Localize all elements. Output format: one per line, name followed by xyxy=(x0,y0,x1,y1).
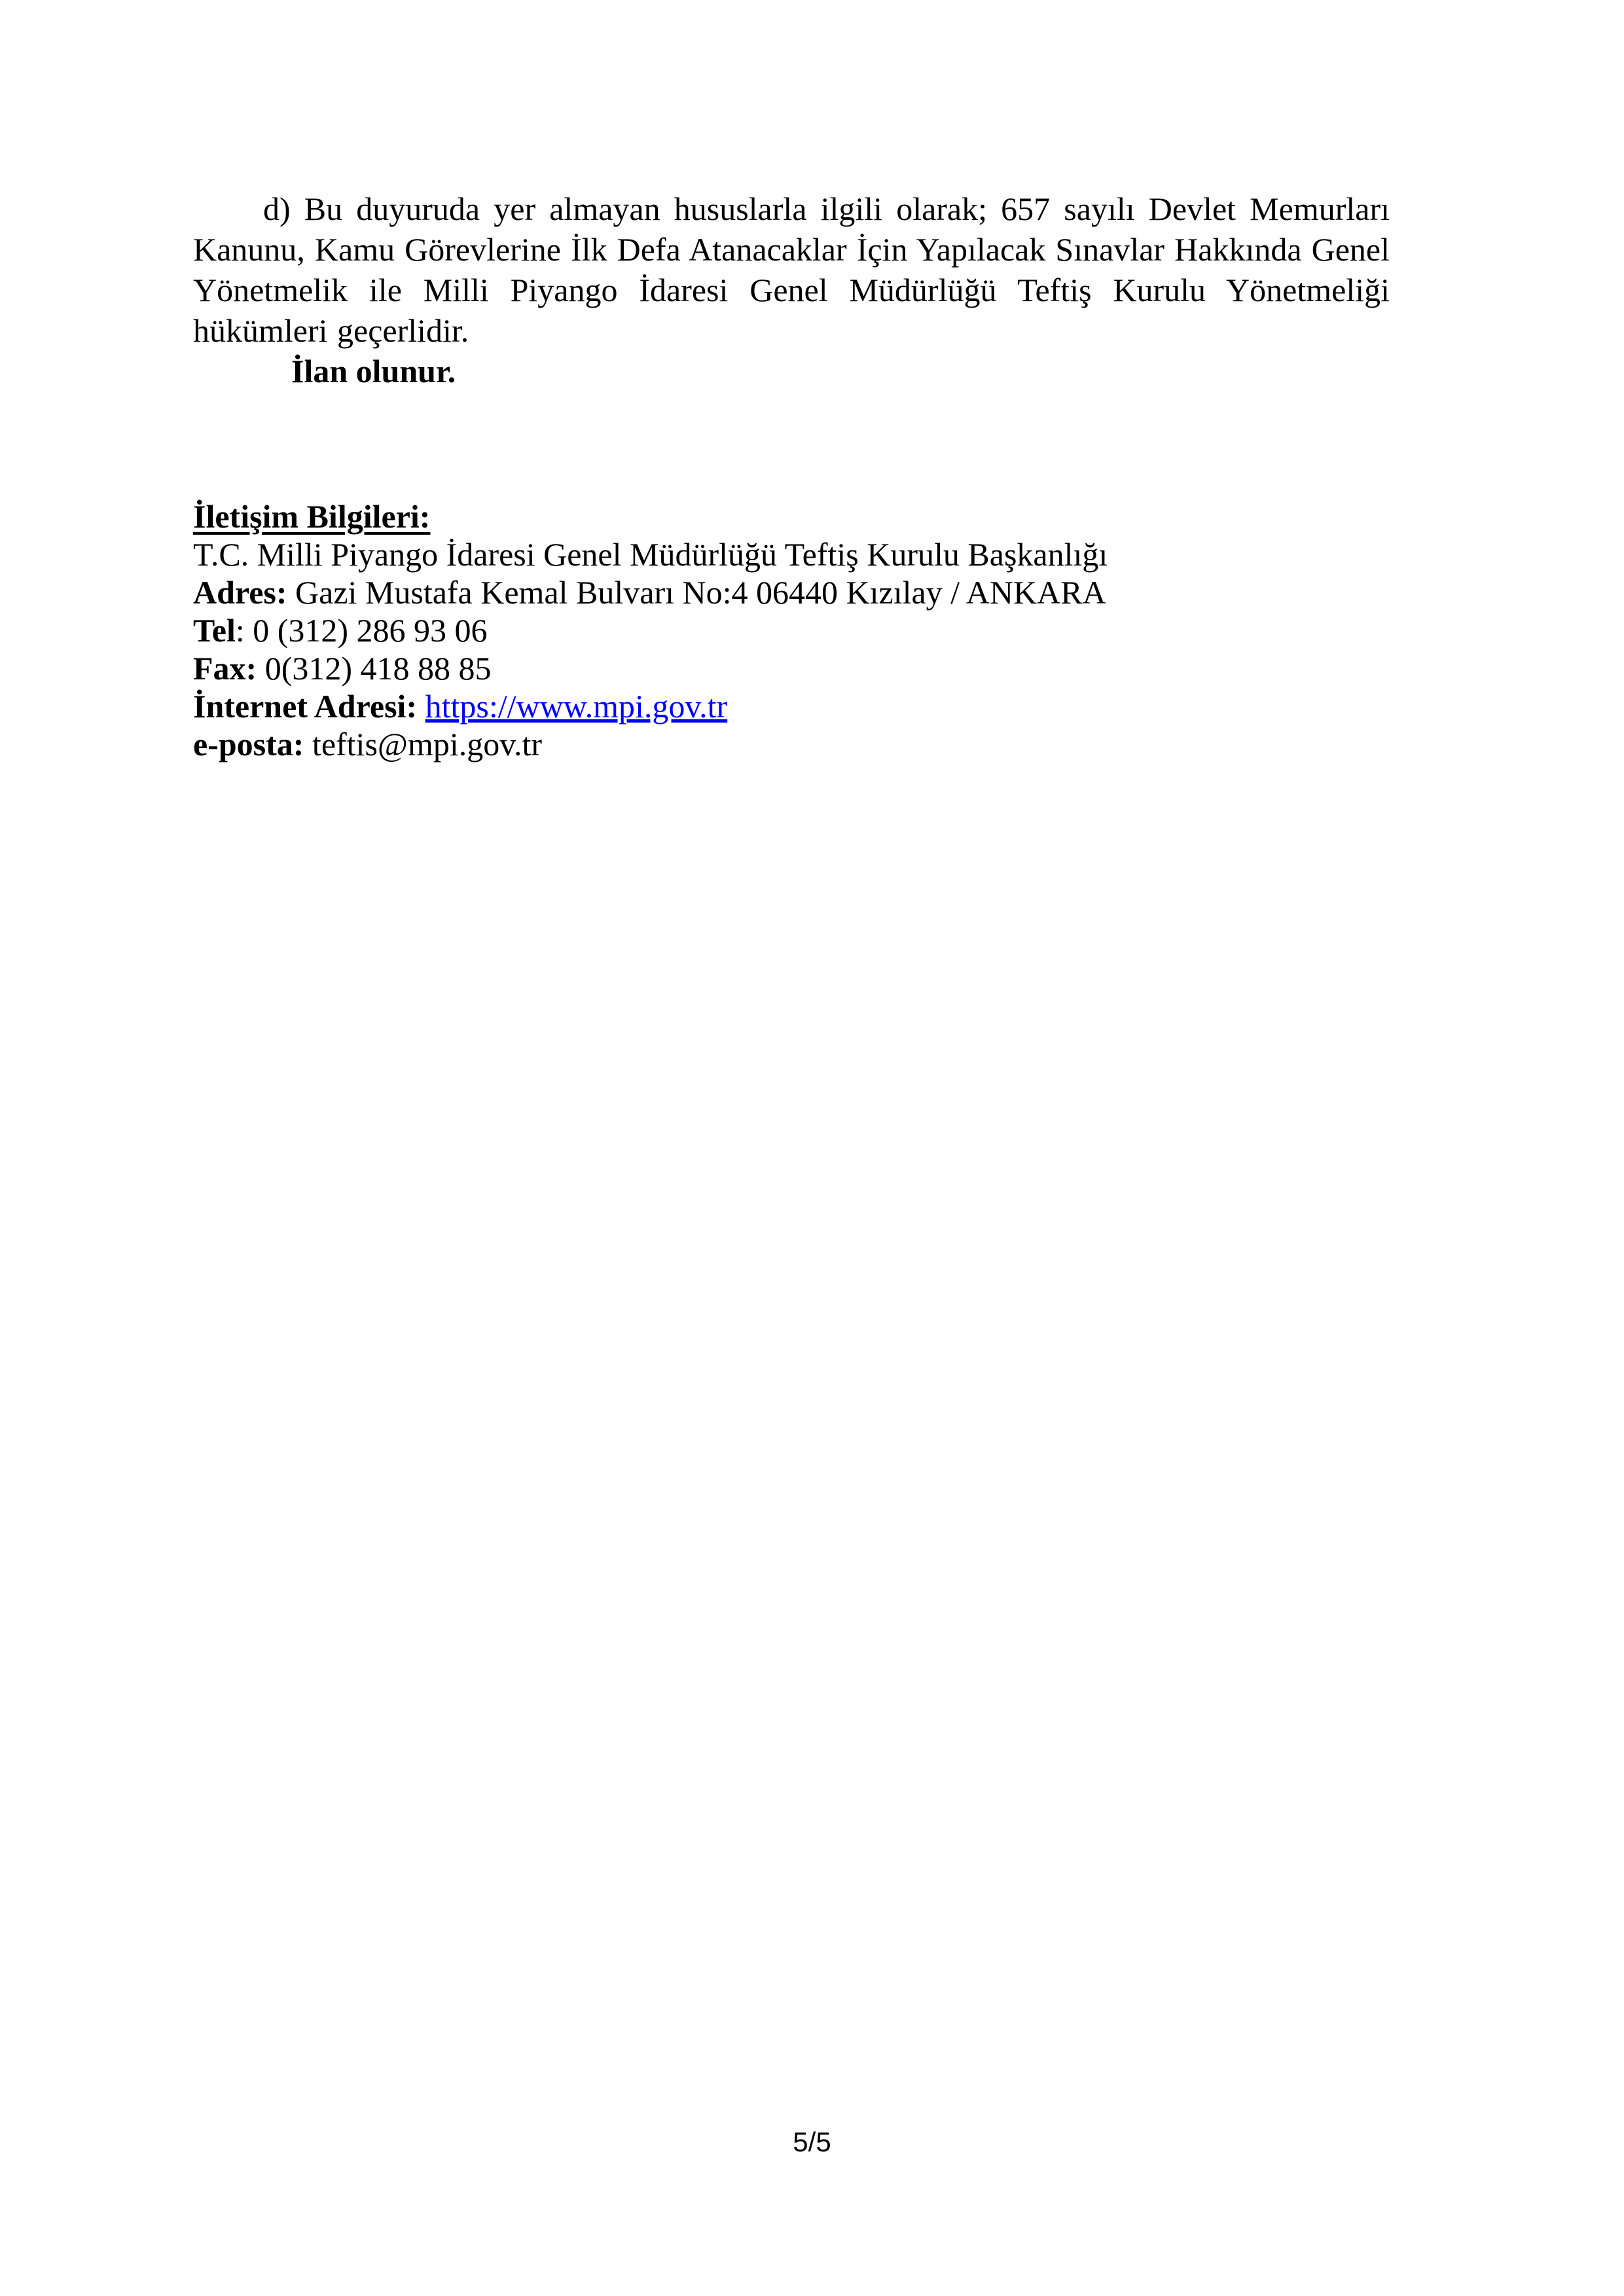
tel-label: Tel xyxy=(193,612,236,649)
contact-email-line xyxy=(193,725,1437,763)
contact-heading: İletişim Bilgileri: xyxy=(193,498,431,535)
contact-info-section xyxy=(193,497,1437,763)
ilan-olunur-line: İlan olunur. xyxy=(291,353,456,389)
website-link[interactable]: https://www.mpi.gov.tr xyxy=(425,688,728,725)
contact-website-line xyxy=(193,687,1437,725)
website-label: İnternet Adresi: xyxy=(193,688,418,725)
contact-address-line xyxy=(193,573,1437,611)
contact-organization: T.C. Milli Piyango İdaresi Genel Müdürlüğü Teftiş Kurulu Başkanlığı xyxy=(193,536,1108,573)
email-label: e-posta: xyxy=(193,726,304,762)
email-value: teftis@mpi.gov.tr xyxy=(312,726,543,762)
tel-value: : 0 (312) 286 93 06 xyxy=(235,612,488,649)
fax-value: 0(312) 418 88 85 xyxy=(264,650,492,687)
page-number: 5/5 xyxy=(793,2126,831,2157)
fax-label: Fax: xyxy=(193,650,257,687)
contact-tel-line xyxy=(193,611,1437,649)
paragraph-item-d: d) Bu duyuruda yer almayan hususlarla ilgili olarak; 657 sayılı Devlet Memurları Kanunu, Kamu Görevlerine İlk Defa Atanacaklar İçin Yapılacak Sınavlar Hakkında Genel Yönetmelik ile Milli Piyango İdaresi Genel Müdürlüğü Teftiş Kurulu Yönetmeliği hükümleri geçerlidir. xyxy=(193,190,1390,349)
announcement-body xyxy=(193,188,1390,391)
address-label: Adres: xyxy=(193,574,287,611)
contact-fax-line xyxy=(193,649,1437,687)
address-value: Gazi Mustafa Kemal Bulvarı No:4 06440 Kızılay / ANKARA xyxy=(295,574,1106,611)
